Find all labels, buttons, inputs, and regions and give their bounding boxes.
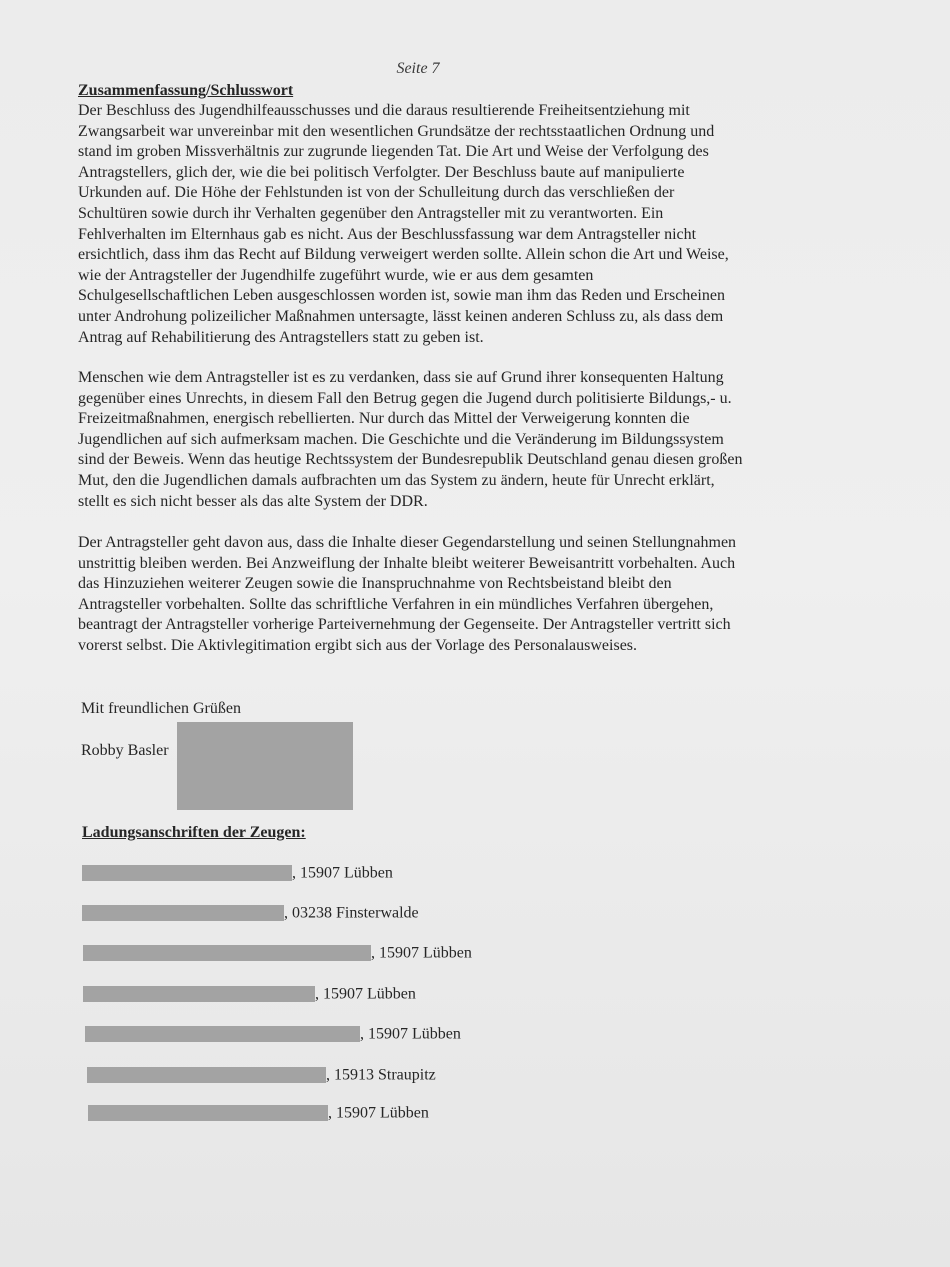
signature-redaction <box>177 722 353 810</box>
witness-address-row <box>82 864 393 884</box>
name-redaction <box>85 1026 360 1042</box>
text-line: wie der Antragsteller der Jugendhilfe zugeführt wurde, wie er aus dem gesamten <box>78 266 594 284</box>
witness-address: , 15907 Lübben <box>328 1104 429 1122</box>
paragraph-summary <box>78 101 729 348</box>
witness-address: , 15907 Lübben <box>315 985 416 1003</box>
text-line: das Hinzuziehen weiterer Zeugen sowie die Inanspruchnahme von Rechtsbeistand bleibt den <box>78 575 672 593</box>
text-line: Mut, den die Jugendlichen damals aufbrachten um das System zu ändern, heute für Unrecht erklärt, <box>78 471 715 489</box>
text-line: Antrag auf Rehabilitierung des Antragstellers statt zu geben ist. <box>78 328 484 346</box>
witness-heading: Ladungsanschriften der Zeugen: <box>82 824 306 841</box>
text-line: Antragsteller vorbehalten. Sollte das schriftliche Verfahren in ein mündliches Verfahren übergehen, <box>78 595 714 613</box>
witness-address-row <box>85 1025 461 1045</box>
witness-address: , 03238 Finsterwalde <box>284 904 419 922</box>
name-redaction <box>83 986 315 1002</box>
name-redaction <box>82 865 292 881</box>
text-line: beantragt der Antragsteller vorherige Parteivernehmung der Gegenseite. Der Antragsteller vertritt sich <box>78 616 731 634</box>
signature-name: Robby Basler <box>81 742 169 759</box>
name-redaction <box>82 905 284 921</box>
name-redaction <box>88 1105 328 1121</box>
witness-address: , 15907 Lübben <box>360 1025 461 1043</box>
text-line: Menschen wie dem Antragsteller ist es zu verdanken, dass sie auf Grund ihrer konsequenten Haltung <box>78 369 724 386</box>
text-line: Urkunden auf. Die Höhe der Fehlstunden ist von der Schulleitung durch das verschließen der <box>78 184 675 202</box>
section-heading: Zusammenfassung/Schlusswort <box>78 82 294 99</box>
text-line: Der Beschluss des Jugendhilfeausschusses und die daraus resultierende Freiheitsentziehung mit <box>78 102 690 119</box>
witness-address-row <box>83 985 416 1005</box>
witness-address-row <box>82 904 419 924</box>
text-line: vorerst selbst. Die Aktivlegitimation ergibt sich aus der Vorlage des Personalausweises. <box>78 636 638 654</box>
paragraph-procedure <box>78 533 736 657</box>
text-line: Jugendlichen auf sich aufmerksam machen. Die Geschichte und die Veränderung im Bildungssystem <box>78 430 724 448</box>
text-line: unter Androhung polizeilicher Maßnahmen untersagte, lässt keinen anderen Schluss zu, als dass dem <box>78 307 724 325</box>
witness-address: , 15913 Straupitz <box>326 1066 436 1084</box>
text-line: Freizeitmaßnahmen, energisch rebellierten. Nur durch das Mittel der Verweigerung konnten die <box>78 410 690 428</box>
text-line: unstrittig bleiben werden. Bei Anzweiflung der Inhalte bleibt weiterer Beweisantritt vorbehalten. Auch <box>78 554 736 572</box>
text-line: Schulgesellschaftlichen Leben ausgeschlossen worden ist, sowie man ihm das Reden und Erscheinen <box>78 287 725 305</box>
text-line: sind der Beweis. Wenn das heutige Rechtssystem der Bundesrepublik Deutschland genau diesen großen <box>78 451 743 469</box>
name-redaction <box>87 1067 326 1083</box>
witness-address-row <box>88 1104 429 1124</box>
text-line: Antragstellers, glich der, wie die bei politisch Verfolgter. Der Beschluss baute auf manipulierte <box>78 163 685 181</box>
text-line: ersichtlich, dass ihm das Recht auf Bildung verweigert werden sollte. Allein schon die Art und Weise, <box>78 246 729 264</box>
page-number: Seite 7 <box>396 60 440 77</box>
text-line: stellt es sich nicht besser als das alte System der DDR. <box>78 492 428 510</box>
text-line: Fehlverhalten im Elternhaus gab es nicht. Aus der Beschlussfassung war dem Antragsteller nicht <box>78 225 697 243</box>
witness-address-row <box>83 944 472 964</box>
name-redaction <box>83 945 371 961</box>
witness-address: , 15907 Lübben <box>292 864 393 882</box>
witness-address: , 15907 Lübben <box>371 944 472 962</box>
paragraph-argument <box>78 368 742 512</box>
witness-address-row <box>87 1066 436 1086</box>
closing-salutation: Mit freundlichen Grüßen <box>81 700 241 717</box>
text-line: stand im groben Missverhältnis zur zugrunde liegenden Tat. Die Art und Weise der Verfolgung des <box>78 143 709 161</box>
text-line: gegenüber eines Unrechts, in diesem Fall den Betrug gegen die Jugend durch politisierte Bildungs,- u. <box>78 389 732 407</box>
text-line: Der Antragsteller geht davon aus, dass die Inhalte dieser Gegendarstellung und seinen Stellungnahmen <box>78 534 737 551</box>
text-line: Zwangsarbeit war unvereinbar mit den wesentlichen Grundsätze der rechtsstaatlichen Ordnung und <box>78 122 715 140</box>
text-line: Schultüren sowie durch ihr Verhalten gegenüber den Antragsteller mit zu verantworten. Ein <box>78 204 664 222</box>
